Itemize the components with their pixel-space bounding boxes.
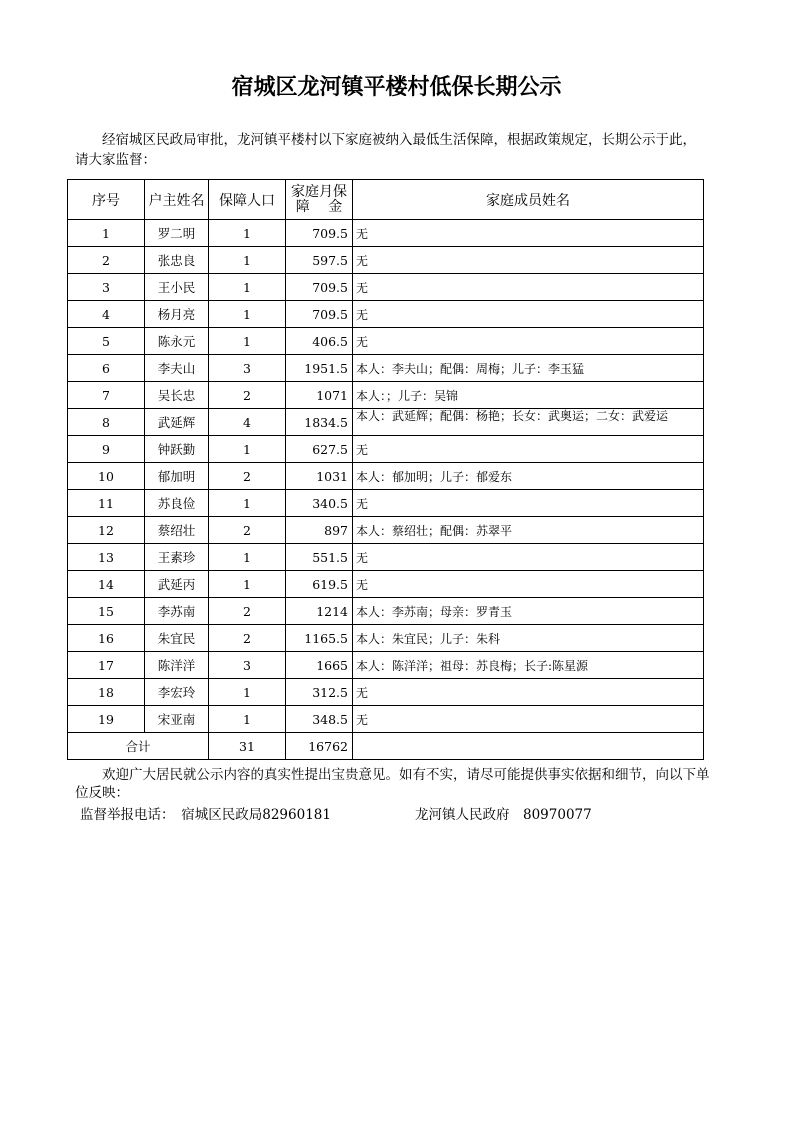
footer-phone-town-government: 龙河镇人民政府 80970077 <box>415 807 592 823</box>
row-household-head: 陈洋洋 <box>145 652 209 679</box>
header-amount-line2: 障 金 <box>295 198 343 215</box>
row-seq: 1 <box>68 220 145 247</box>
row-covered-count: 2 <box>209 625 286 652</box>
table-row <box>68 436 704 463</box>
table-row <box>68 652 704 679</box>
row-family-members: 无 <box>353 679 704 706</box>
row-seq: 2 <box>68 247 145 274</box>
row-covered-count: 1 <box>209 220 286 247</box>
row-monthly-amount: 709.5 <box>286 274 353 301</box>
table-row <box>68 382 704 409</box>
row-family-members: 无 <box>353 706 704 733</box>
row-household-head: 宋亚南 <box>145 706 209 733</box>
table-row <box>68 598 704 625</box>
row-family-members: 无 <box>353 274 704 301</box>
row-family-members: 无 <box>353 490 704 517</box>
row-seq: 11 <box>68 490 145 517</box>
row-monthly-amount: 1165.5 <box>286 625 353 652</box>
table-row <box>68 625 704 652</box>
row-family-members: 本人：李夫山；配偶：周梅；儿子：李玉猛 <box>353 355 704 382</box>
row-family-members: 本人：朱宜民；儿子：朱科 <box>353 625 704 652</box>
row-household-head: 朱宜民 <box>145 625 209 652</box>
row-household-head: 武延辉 <box>145 409 209 436</box>
row-covered-count: 1 <box>209 328 286 355</box>
row-family-members: 本人：陈洋洋；祖母：苏良梅；长子:陈星源 <box>353 652 704 679</box>
row-family-members <box>353 409 704 436</box>
row-covered-count: 2 <box>209 598 286 625</box>
row-seq: 18 <box>68 679 145 706</box>
header-seq: 序号 <box>68 180 145 220</box>
row-covered-count: 4 <box>209 409 286 436</box>
row-covered-count: 1 <box>209 274 286 301</box>
row-seq: 14 <box>68 571 145 598</box>
row-family-members: 本人：郁加明；儿子：郁爱东 <box>353 463 704 490</box>
row-covered-count: 1 <box>209 544 286 571</box>
header-monthly-amount <box>286 180 353 220</box>
row-covered-count: 1 <box>209 436 286 463</box>
row-seq: 9 <box>68 436 145 463</box>
row-household-head: 郁加明 <box>145 463 209 490</box>
row-household-head: 钟跃勤 <box>145 436 209 463</box>
row-seq: 7 <box>68 382 145 409</box>
row-monthly-amount: 1214 <box>286 598 353 625</box>
row-family-members: 无 <box>353 544 704 571</box>
row-family-members: 本人：蔡绍壮；配偶：苏翠平 <box>353 517 704 544</box>
table-row <box>68 544 704 571</box>
table-row <box>68 301 704 328</box>
total-label: 合计 <box>68 733 209 760</box>
row-monthly-amount: 406.5 <box>286 328 353 355</box>
row-covered-count: 2 <box>209 463 286 490</box>
row-covered-count: 1 <box>209 247 286 274</box>
row-monthly-amount: 551.5 <box>286 544 353 571</box>
row-household-head: 王小民 <box>145 274 209 301</box>
row-covered-count: 1 <box>209 679 286 706</box>
row-monthly-amount: 1031 <box>286 463 353 490</box>
row-household-head: 李苏南 <box>145 598 209 625</box>
table-row <box>68 490 704 517</box>
total-count: 31 <box>209 733 286 760</box>
row-seq: 17 <box>68 652 145 679</box>
row-household-head: 李夫山 <box>145 355 209 382</box>
row-seq: 13 <box>68 544 145 571</box>
footer-notice: 欢迎广大居民就公示内容的真实性提出宝贵意见。如有不实，请尽可能提供事实依据和细节，向以下单位反映： <box>75 767 710 801</box>
row-household-head: 苏良俭 <box>145 490 209 517</box>
total-amount: 16762 <box>286 733 353 760</box>
table-row <box>68 409 704 436</box>
row-family-members: 无 <box>353 301 704 328</box>
row-household-head: 吴长忠 <box>145 382 209 409</box>
row-household-head: 李宏玲 <box>145 679 209 706</box>
table-row <box>68 220 704 247</box>
table-row <box>68 328 704 355</box>
row-seq: 8 <box>68 409 145 436</box>
table-row <box>68 247 704 274</box>
row-monthly-amount: 312.5 <box>286 679 353 706</box>
row-household-head: 陈永元 <box>145 328 209 355</box>
row-covered-count: 3 <box>209 652 286 679</box>
row-seq: 5 <box>68 328 145 355</box>
row-household-head: 武延丙 <box>145 571 209 598</box>
row-seq: 19 <box>68 706 145 733</box>
row-family-members: 无 <box>353 436 704 463</box>
table-row <box>68 274 704 301</box>
row-household-head: 王素珍 <box>145 544 209 571</box>
row-household-head: 杨月亮 <box>145 301 209 328</box>
table-row <box>68 571 704 598</box>
row-covered-count: 3 <box>209 355 286 382</box>
row-family-members: 本人：李苏南；母亲：罗青玉 <box>353 598 704 625</box>
row-monthly-amount: 597.5 <box>286 247 353 274</box>
row-monthly-amount: 1071 <box>286 382 353 409</box>
footer-phone-civil-affairs: 监督举报电话： 宿城区民政局82960181 <box>80 807 331 823</box>
row-seq: 6 <box>68 355 145 382</box>
row-covered-count: 2 <box>209 517 286 544</box>
row-seq: 10 <box>68 463 145 490</box>
row-monthly-amount: 709.5 <box>286 301 353 328</box>
total-row <box>68 733 704 760</box>
row-seq: 3 <box>68 274 145 301</box>
row-seq: 12 <box>68 517 145 544</box>
row-household-head: 罗二明 <box>145 220 209 247</box>
table-row <box>68 679 704 706</box>
table-row <box>68 463 704 490</box>
row-covered-count: 1 <box>209 706 286 733</box>
row-covered-count: 2 <box>209 382 286 409</box>
row-family-members-text: 本人：武延辉；配偶：杨艳；长女：武奥运；二女：武爱运 <box>356 409 669 423</box>
row-monthly-amount: 340.5 <box>286 490 353 517</box>
row-household-head: 张忠良 <box>145 247 209 274</box>
row-monthly-amount: 1665 <box>286 652 353 679</box>
row-seq: 16 <box>68 625 145 652</box>
header-covered-count: 保障人口 <box>209 180 286 220</box>
row-family-members: 本人：；儿子：吴锦 <box>353 382 704 409</box>
row-monthly-amount: 1951.5 <box>286 355 353 382</box>
row-monthly-amount: 897 <box>286 517 353 544</box>
header-amount-line1: 家庭月保 <box>291 183 347 200</box>
table-header-row <box>68 180 704 220</box>
row-seq: 4 <box>68 301 145 328</box>
row-family-members: 无 <box>353 220 704 247</box>
row-monthly-amount: 627.5 <box>286 436 353 463</box>
row-covered-count: 1 <box>209 490 286 517</box>
table-row <box>68 706 704 733</box>
row-covered-count: 1 <box>209 571 286 598</box>
row-monthly-amount: 709.5 <box>286 220 353 247</box>
row-monthly-amount: 619.5 <box>286 571 353 598</box>
row-family-members: 无 <box>353 328 704 355</box>
row-household-head: 蔡绍壮 <box>145 517 209 544</box>
header-household-head: 户主姓名 <box>145 180 209 220</box>
row-seq: 15 <box>68 598 145 625</box>
header-family-members: 家庭成员姓名 <box>353 180 704 220</box>
table-row <box>68 355 704 382</box>
intro-paragraph: 经宿城区民政局审批，龙河镇平楼村以下家庭被纳入最低生活保障，根据政策规定，长期公示于此，请大家监督： <box>75 132 696 168</box>
row-monthly-amount: 1834.5 <box>286 409 353 436</box>
table-row <box>68 517 704 544</box>
page-title: 宿城区龙河镇平楼村低保长期公示 <box>231 74 562 100</box>
row-family-members: 无 <box>353 571 704 598</box>
total-members-empty <box>353 733 704 760</box>
row-covered-count: 1 <box>209 301 286 328</box>
subsidy-table <box>67 179 704 760</box>
row-monthly-amount: 348.5 <box>286 706 353 733</box>
row-family-members: 无 <box>353 247 704 274</box>
